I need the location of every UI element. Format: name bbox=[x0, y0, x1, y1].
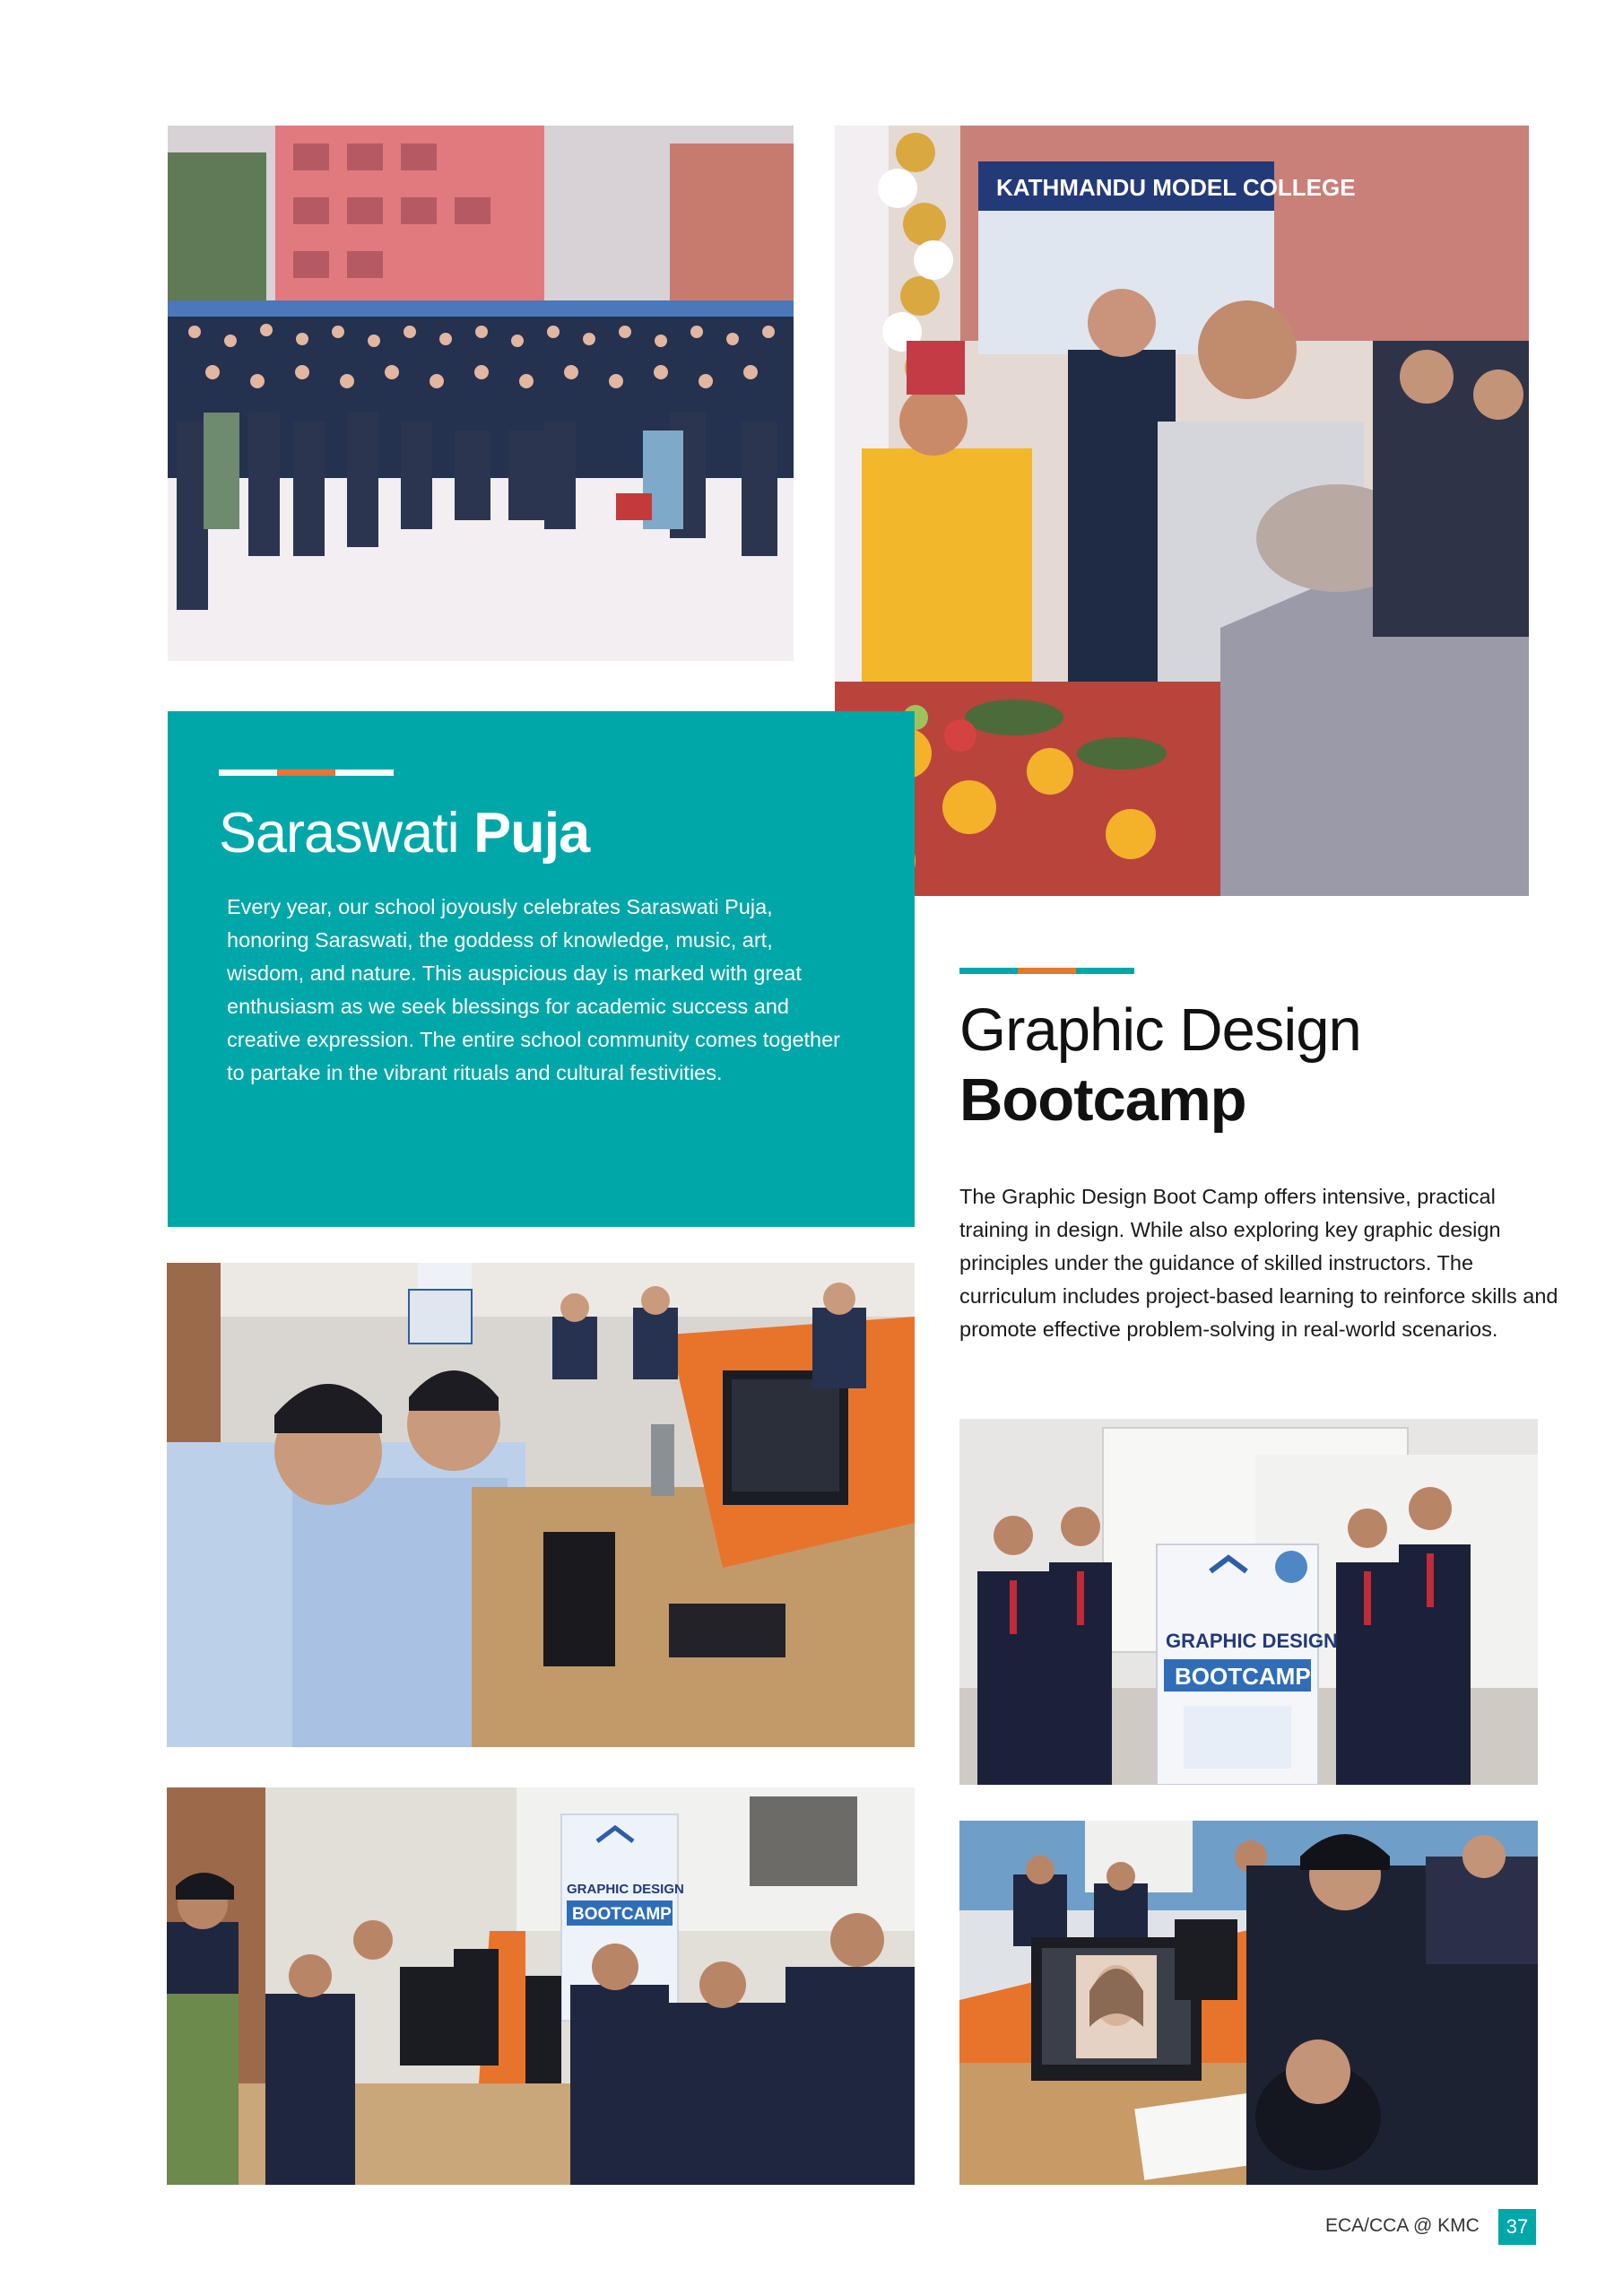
college-sign-text: KATHMANDU MODEL COLLEGE bbox=[996, 174, 1356, 201]
section-title bbox=[219, 801, 589, 865]
title-light: Saraswati bbox=[219, 802, 459, 865]
saraswati-puja-panel bbox=[168, 711, 915, 1227]
page-number: 37 bbox=[1498, 2209, 1536, 2245]
photo-puja-ceremony bbox=[835, 126, 1529, 896]
section-body: The Graphic Design Boot Camp offers intensive, practical training in design. While also exploring key graphic design principles under the guidance of skilled instructors. The curriculum includes project-based learning to reinforce skills and promote effective problem-solving in real-world scenarios. bbox=[959, 1185, 1558, 1341]
photo-assembly-crowd bbox=[168, 126, 794, 661]
title-bold: Puja bbox=[473, 802, 590, 865]
accent-bars bbox=[959, 968, 1134, 974]
section-title-line2: Bootcamp bbox=[959, 1066, 1246, 1134]
photo-bootcamp-banner-group bbox=[959, 1419, 1538, 1785]
photo-classroom-banner bbox=[167, 1787, 915, 2185]
banner-line1: GRAPHIC DESIGN bbox=[1166, 1630, 1338, 1652]
banner-line2: BOOTCAMP bbox=[572, 1905, 672, 1924]
photo-students-computers bbox=[167, 1263, 915, 1747]
photo-photo-editing bbox=[959, 1821, 1538, 2185]
section-body: Every year, our school joyously celebrates Saraswati Puja, honoring Saraswati, the goddess of knowledge, music, art, wisdom, and nature. This auspicious day is marked with great enthusiasm as we seek blessings for academic success and creative expression. The entire school community comes together to partake in the vibrant rituals and cultural festivities. bbox=[227, 895, 841, 1084]
accent-bars bbox=[219, 770, 394, 776]
banner-line1: GRAPHIC DESIGN bbox=[567, 1882, 684, 1897]
banner-line2: BOOTCAMP bbox=[1175, 1663, 1311, 1690]
section-title-line1: Graphic Design bbox=[959, 996, 1361, 1064]
footer-label: ECA/CCA @ KMC bbox=[1325, 2215, 1480, 2236]
